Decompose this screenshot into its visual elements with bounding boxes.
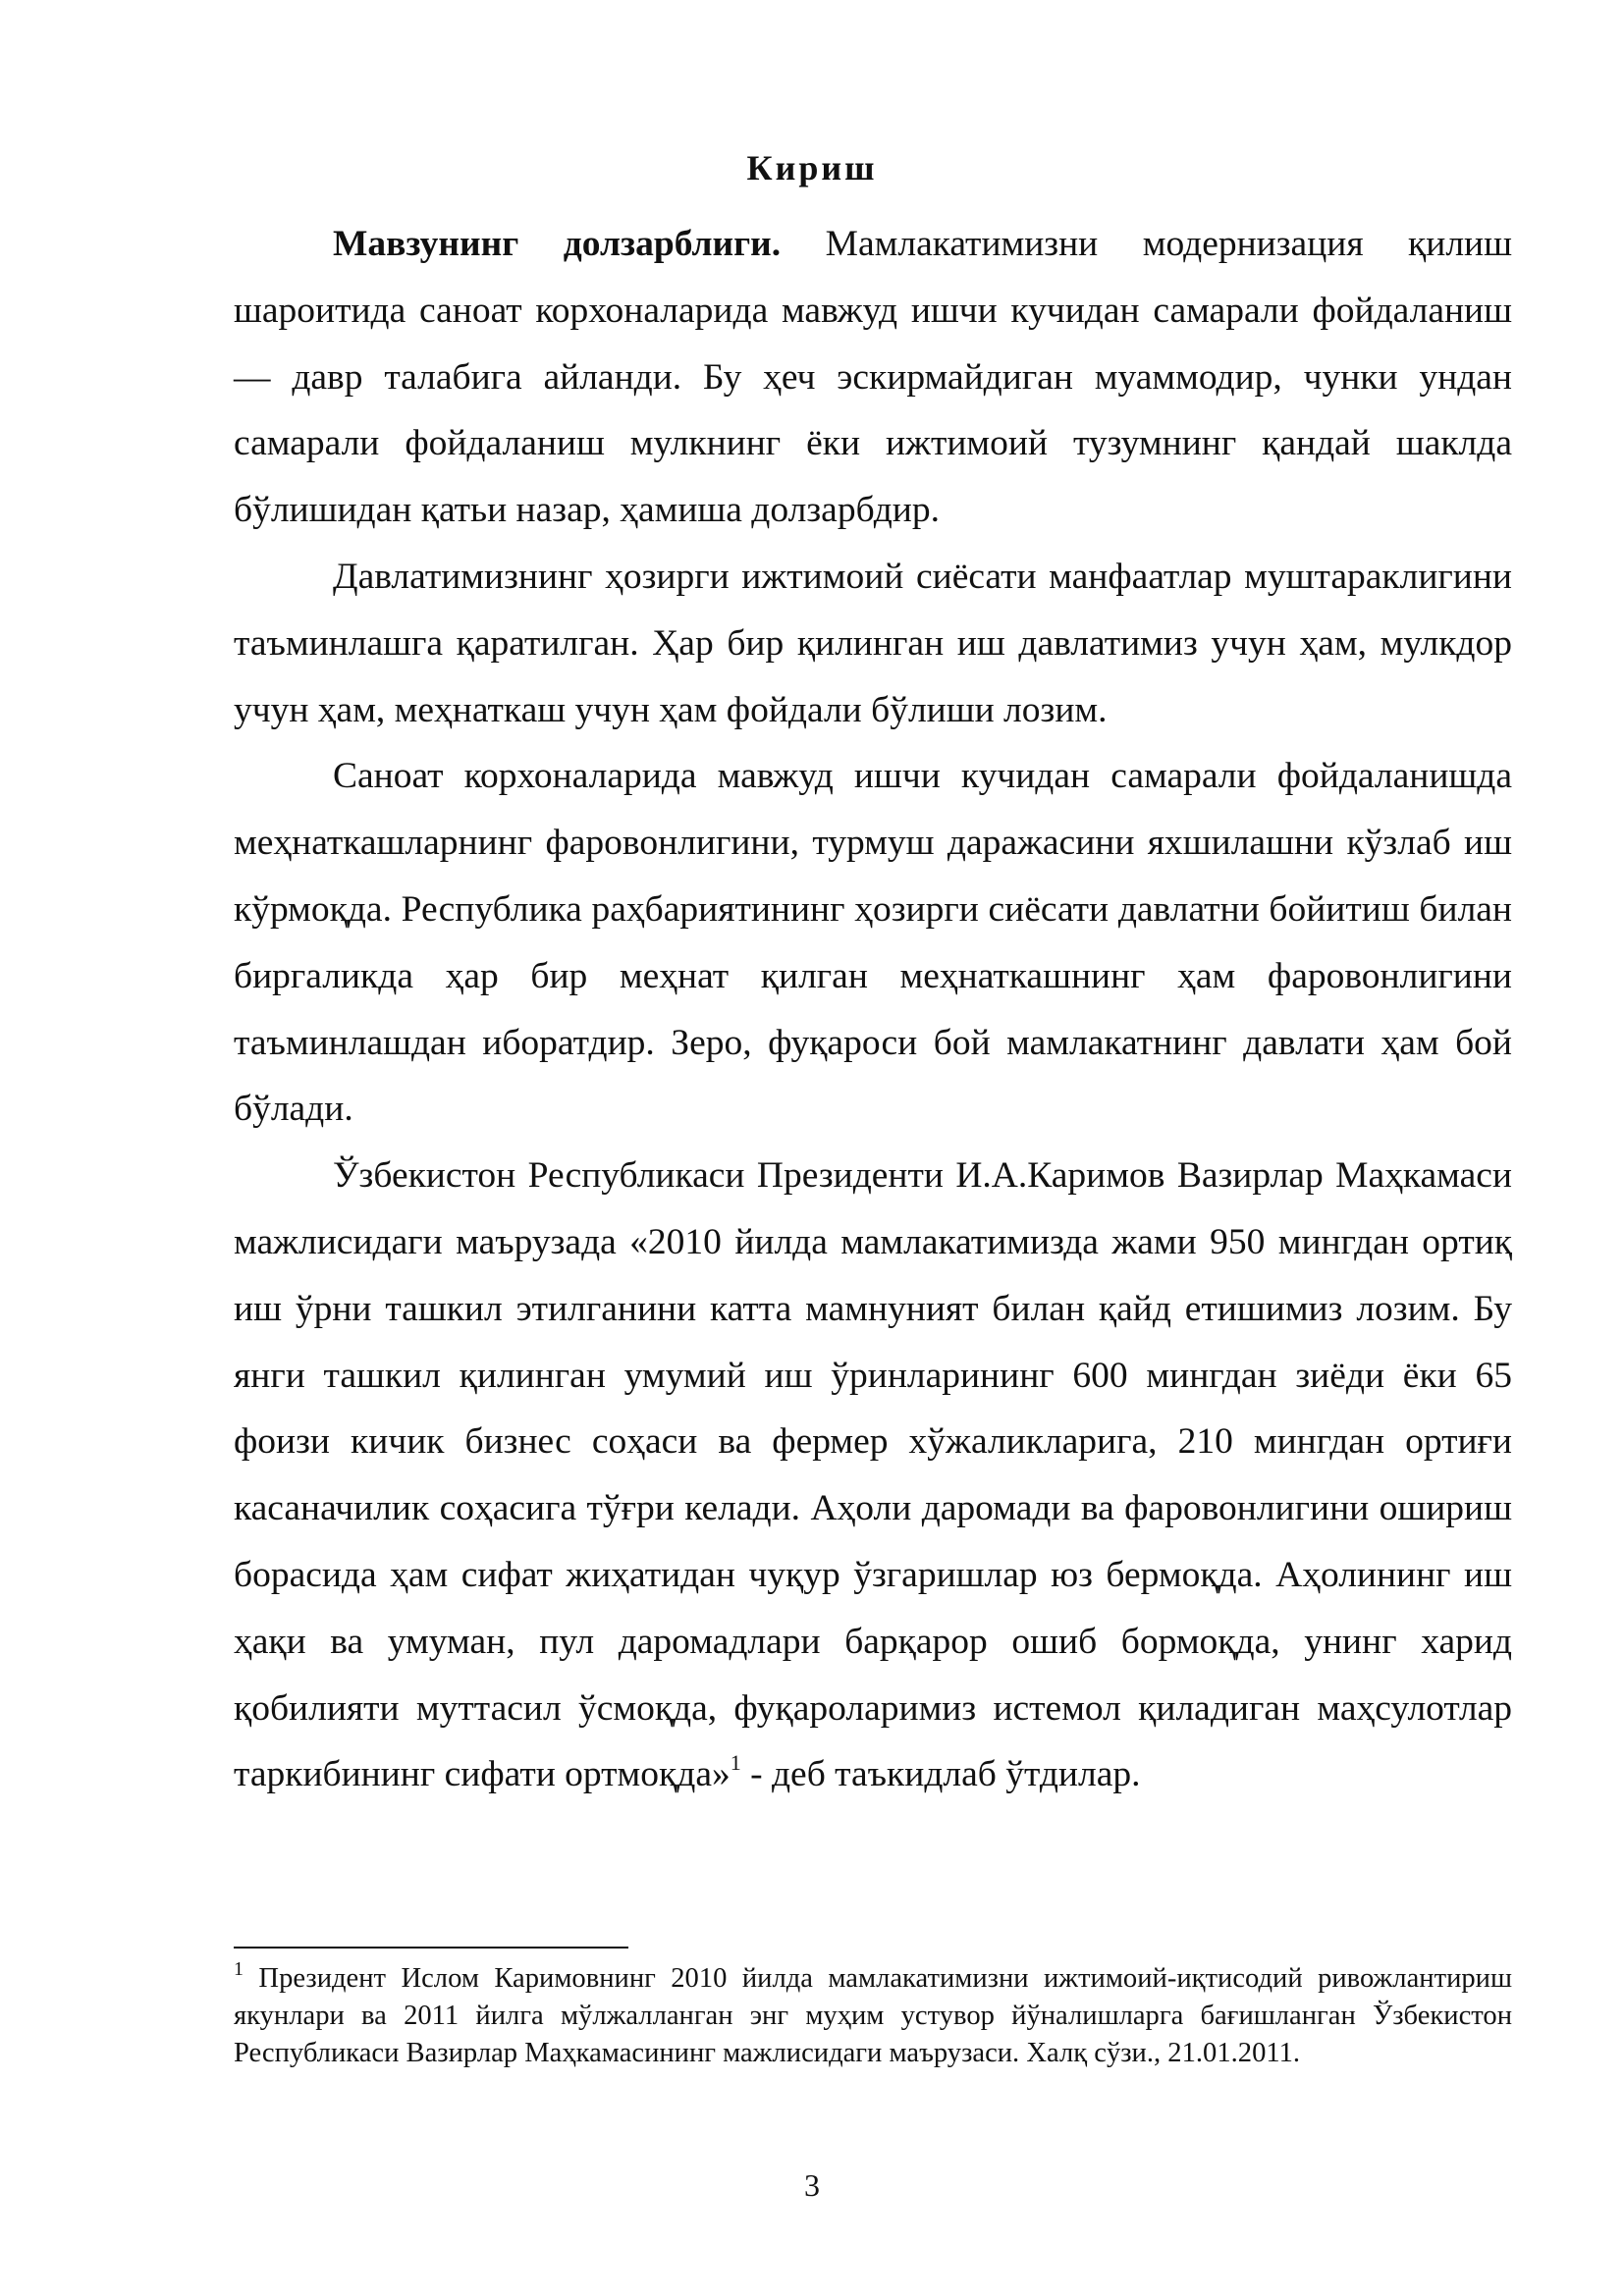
- paragraph-text: Ўзбекистон Республикаси Президенти И.А.Каримов Вазирлар Маҳкамаси мажлисидаги маърузада «2010 йилда мамлакатимизда жами 950 мингдан ортиқ иш ўрни ташкил этилганини катта мамнуният билан қайд етишимиз лозим. Бу янги ташкил қилинган умумий иш ўринларининг 600 мингдан зиёди ёки 65 фоизи кичик бизнес соҳаси ва фермер хўжаликларига, 210 мингдан ортиғи касаначилик соҳасига тўғри келади. Аҳоли даромади ва фаровонлигини ошириш борасида ҳам сифат жиҳатидан чуқур ўзгаришлар юз бермоқда. Аҳолининг иш ҳақи ва умуман, пул даромадлари барқарор ошиб бормоқда, унинг харид қобилияти муттасил ўсмоқда, фуқароларимиз истемол қиладиган маҳсулотлар таркибининг сифати ортмоқда»: [234, 1155, 1512, 1795]
- paragraph-relevance: [234, 211, 1512, 544]
- footnote-reference[interactable]: 1: [730, 1750, 741, 1776]
- footnote-number: 1: [234, 1958, 244, 1980]
- paragraph-lead: Мавзунинг долзарблиги.: [333, 224, 782, 264]
- paragraph-social-policy: [234, 544, 1512, 743]
- paragraph-text: Давлатимизнинг ҳозирги ижтимоий сиёсати манфаатлар муштараклигини таъминлашга қаратилган. Ҳар бир қилинган иш давлатимиз учун ҳам, мулкдор учун ҳам, меҳнаткаш учун ҳам фойдали бўлиши лозим.: [234, 556, 1512, 730]
- footnote-text: Президент Ислом Каримовнинг 2010 йилда мамлакатимизни ижтимоий-иқтисодий ривожлантириш якунлари ва 2011 йилга мўлжалланган энг муҳим устувор йўналишларга бағишланган Ўзбекистон Республикаси Вазирлар Маҳкамасининг мажлисидаги маърузаси. Халқ сўзи., 21.01.2011.: [234, 1963, 1512, 2068]
- paragraph-workforce: [234, 743, 1512, 1143]
- paragraph-text: Саноат корхоналарида мавжуд ишчи кучидан самарали фойдаланишда меҳнаткашларнинг фаровонлигини, турмуш даражасини яхшилашни кўзлаб иш кўрмоқда. Республика раҳбариятининг ҳозирги сиёсати давлатни бойитиш билан биргаликда ҳар бир меҳнат қилган меҳнаткашнинг ҳам фаровонлигини таъминлашдан иборатдир. Зеро, фуқароси бой мамлакатнинг давлати ҳам бой бўлади.: [234, 756, 1512, 1130]
- page-number: 3: [804, 2167, 820, 2203]
- footnote: [234, 1960, 1512, 2072]
- body-text: [234, 211, 1512, 1808]
- footnote-separator: [234, 1947, 628, 1949]
- page-title: Кириш: [746, 148, 878, 187]
- paragraph-tail: - деб таъкидлаб ўтдилар.: [740, 1754, 1141, 1795]
- paragraph-text: Мамлакатимизни модернизация қилиш шароитида саноат корхоналарида мавжуд ишчи кучидан самарали фойдаланиш — давр талабига айланди. Бу ҳеч эскирмайдиган муаммодир, чунки ундан самарали фойдаланиш мулкнинг ёки ижтимоий тузумнинг қандай шаклда бўлишидан қатьи назар, ҳамиша долзарбдир.: [234, 224, 1513, 531]
- paragraph-president-quote: [234, 1143, 1512, 1808]
